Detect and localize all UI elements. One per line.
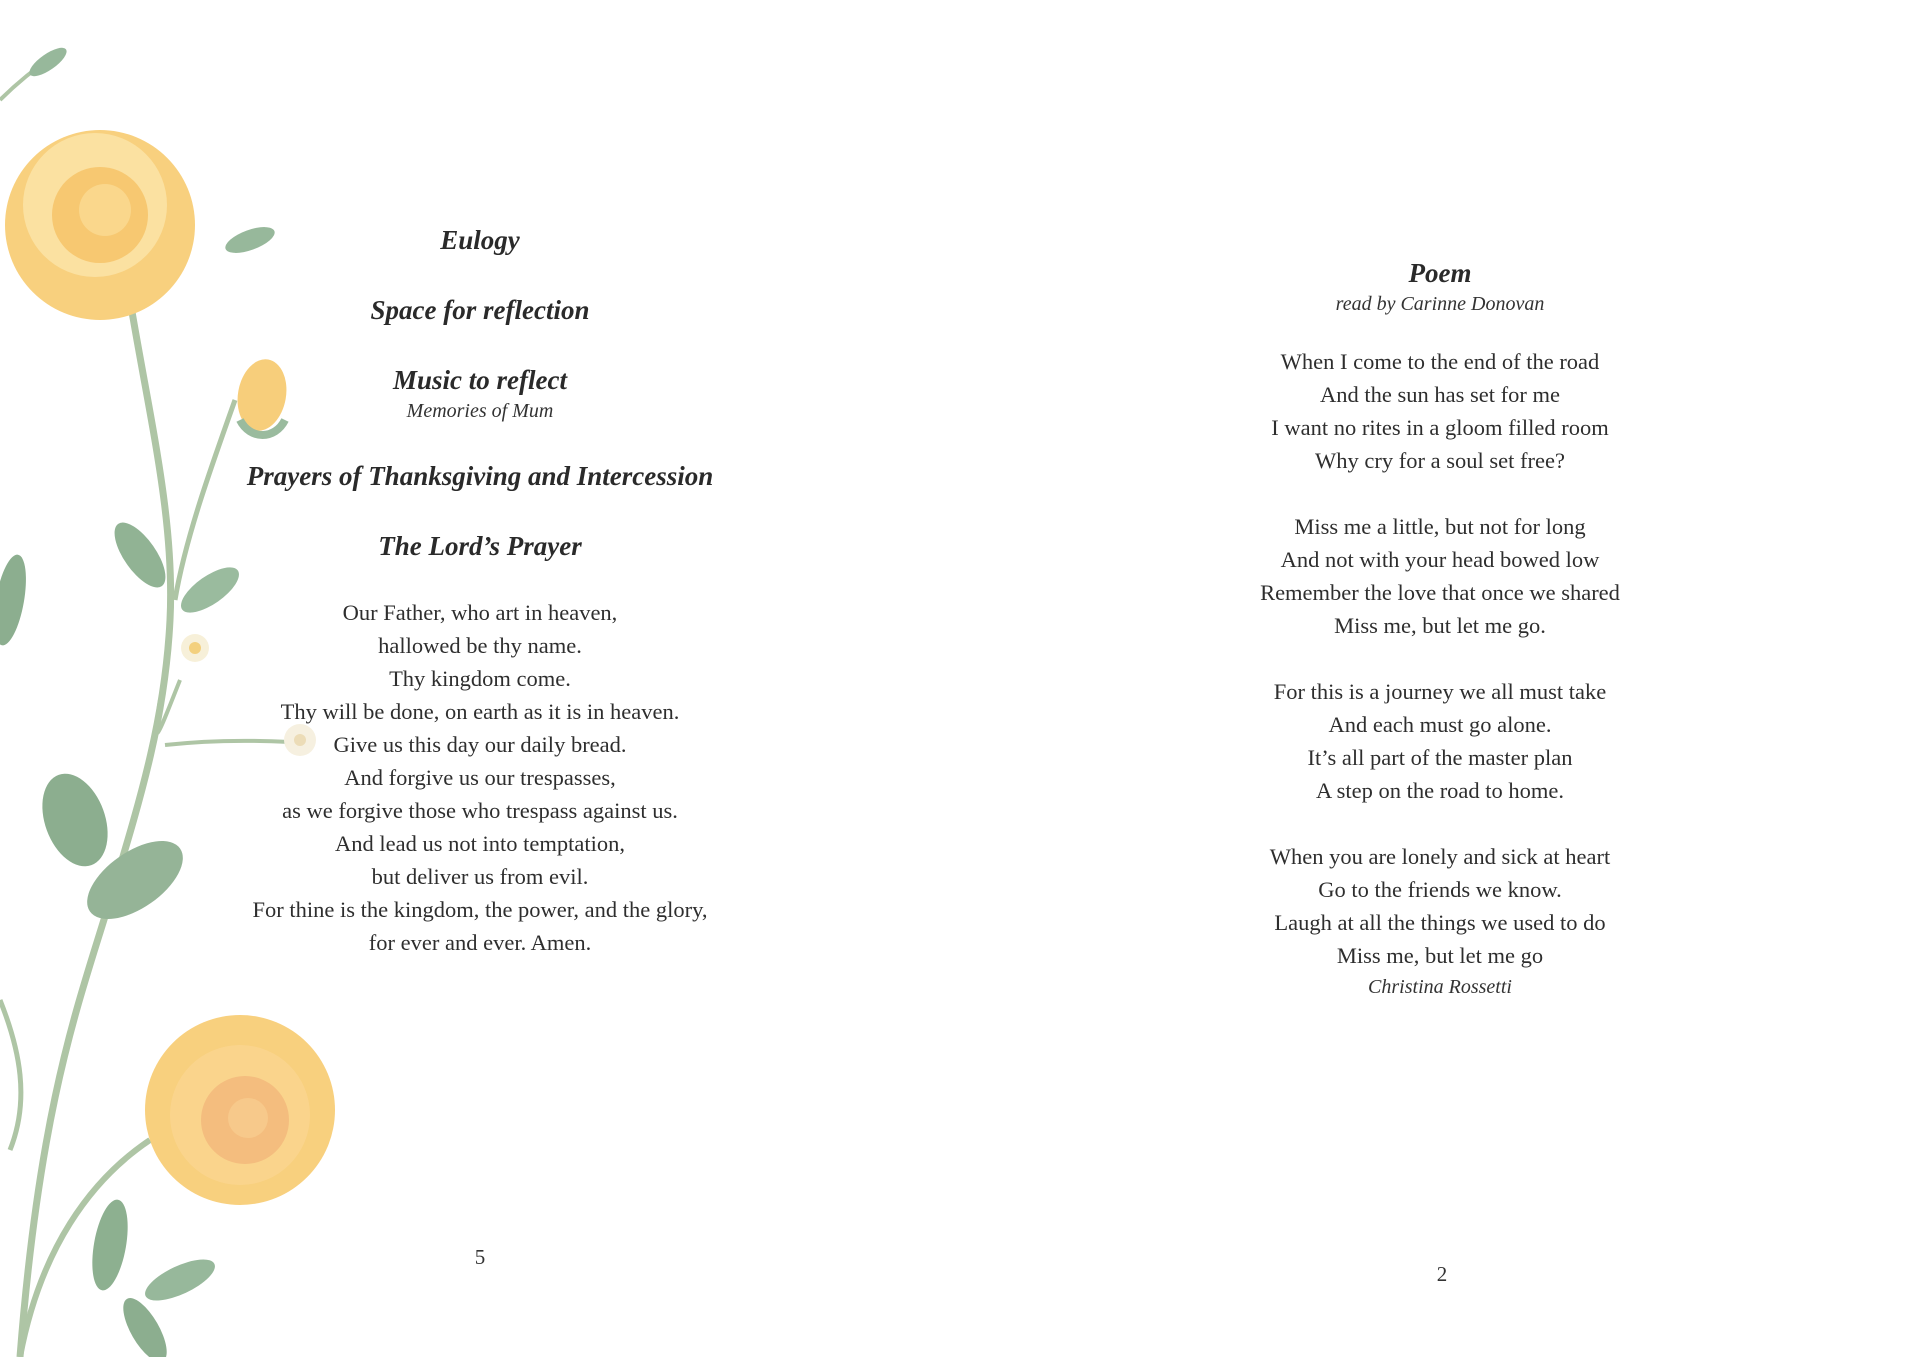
prayer-line: Our Father, who art in heaven, — [342, 600, 618, 625]
prayer-line: And forgive us our trespasses, — [344, 765, 616, 790]
poem-reader: read by Carinne Donovan — [1335, 293, 1545, 315]
poem-stanza — [1180, 675, 1700, 807]
poem-line: And not with your head bowed low — [1280, 547, 1600, 572]
poem-line: Miss me a little, but not for long — [1294, 514, 1586, 539]
poem-stanza — [1180, 345, 1700, 477]
prayer-line: Thy will be done, on earth as it is in heaven. — [280, 699, 680, 724]
poem-line: When you are lonely and sick at heart — [1269, 844, 1611, 869]
music-heading: Music to reflect — [393, 365, 567, 395]
music-subtitle: Memories of Mum — [406, 400, 554, 422]
poem-line: A step on the road to home. — [1315, 778, 1565, 803]
poem-line: It’s all part of the master plan — [1307, 745, 1573, 770]
poem-line: Why cry for a soul set free? — [1315, 448, 1565, 473]
eulogy-heading: Eulogy — [440, 225, 520, 255]
prayer-line: Thy kingdom come. — [389, 666, 571, 691]
poem-line: Remember the love that once we shared — [1260, 580, 1620, 605]
poem-line: Miss me, but let me go — [1336, 943, 1544, 968]
prayers-heading: Prayers of Thanksgiving and Intercession — [246, 461, 714, 491]
poem-line: And each must go alone. — [1328, 712, 1552, 737]
poem-line: When I come to the end of the road — [1280, 349, 1600, 374]
poem-line: Laugh at all the things we used to do — [1274, 910, 1606, 935]
poem-stanza — [1180, 840, 1700, 972]
page-number-left: 5 — [474, 1245, 486, 1269]
poem-line: Miss me, but let me go. — [1334, 613, 1546, 638]
reflection-heading: Space for reflection — [370, 295, 590, 325]
poem-section — [1180, 255, 1700, 1002]
order-of-service — [205, 222, 755, 959]
poem-line: And the sun has set for me — [1320, 382, 1560, 407]
lords-prayer-text — [205, 596, 755, 959]
prayer-line: And lead us not into temptation, — [335, 831, 625, 856]
prayer-line: Give us this day our daily bread. — [333, 732, 627, 757]
prayer-line: hallowed be thy name. — [378, 633, 582, 658]
poem-author: Christina Rossetti — [1368, 976, 1512, 998]
lords-prayer-heading: The Lord’s Prayer — [378, 531, 582, 561]
poem-stanza — [1180, 510, 1700, 642]
prayer-line: For thine is the kingdom, the power, and the glory, — [252, 897, 708, 922]
prayer-line: as we forgive those who trespass against us. — [282, 798, 678, 823]
poem-title: Poem — [1408, 258, 1472, 288]
poem-line: For this is a journey we all must take — [1273, 679, 1607, 704]
poem-line: Go to the friends we know. — [1318, 877, 1562, 902]
prayer-line: but deliver us from evil. — [371, 864, 589, 889]
page-number-right: 2 — [1436, 1262, 1448, 1286]
poem-line: I want no rites in a gloom filled room — [1271, 415, 1609, 440]
prayer-line: for ever and ever. Amen. — [368, 930, 592, 955]
